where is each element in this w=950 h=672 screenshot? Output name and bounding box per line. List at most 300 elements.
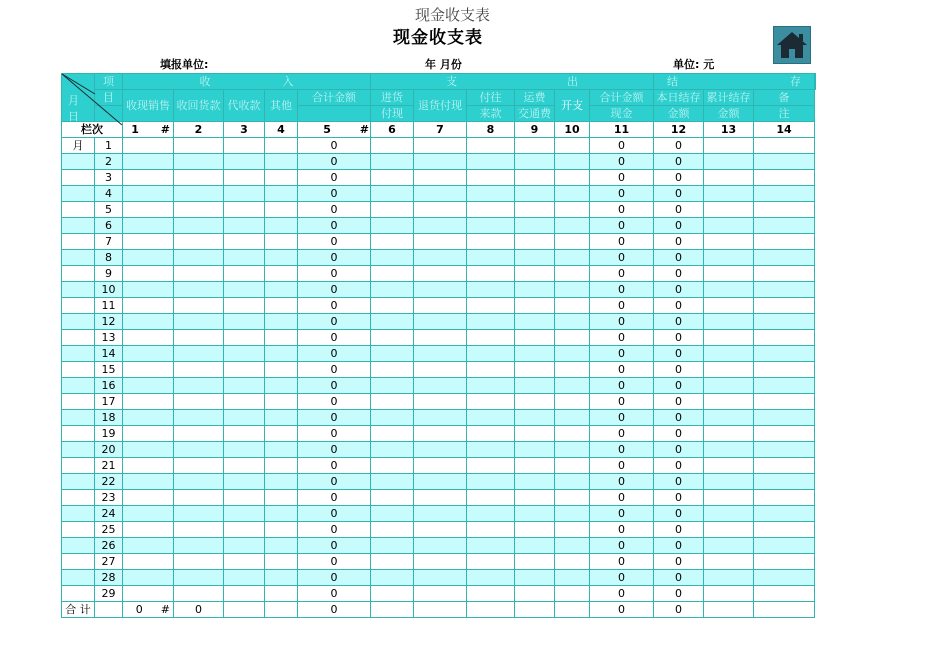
cell-col-9[interactable] [467, 586, 515, 602]
cell-col-4[interactable] [224, 586, 265, 602]
cell-col-0[interactable] [62, 234, 95, 250]
cell-col-7[interactable] [371, 490, 414, 506]
cell-col-11[interactable] [555, 554, 590, 570]
cell-col-4[interactable] [224, 410, 265, 426]
cell-col-4[interactable] [224, 282, 265, 298]
cell-col-9[interactable] [467, 538, 515, 554]
cell-col-9[interactable] [467, 250, 515, 266]
cell-col-0[interactable] [62, 314, 95, 330]
cell-col-14[interactable] [704, 234, 754, 250]
cell-col-5[interactable] [265, 554, 298, 570]
cell-col-4[interactable] [224, 506, 265, 522]
cell-col-9[interactable] [467, 346, 515, 362]
cell-col-8[interactable] [414, 410, 467, 426]
cell-col-8[interactable] [414, 266, 467, 282]
cell-col-3[interactable] [174, 202, 224, 218]
cell-col-4[interactable] [224, 474, 265, 490]
cell-col-7[interactable] [371, 442, 414, 458]
cell-col-4[interactable] [224, 218, 265, 234]
cell-col-7[interactable] [371, 378, 414, 394]
cell-col-2[interactable] [123, 458, 174, 474]
cell-col-5[interactable] [265, 442, 298, 458]
cell-col-0[interactable] [62, 170, 95, 186]
cell-col-9[interactable] [467, 186, 515, 202]
cell-col-8[interactable] [414, 314, 467, 330]
cell-col-10[interactable] [515, 346, 555, 362]
cell-col-5[interactable] [265, 250, 298, 266]
cell-col-14[interactable] [704, 490, 754, 506]
cell-col-7[interactable] [371, 394, 414, 410]
cell-col-4[interactable] [224, 202, 265, 218]
cell-col-9[interactable] [467, 410, 515, 426]
cell-col-14[interactable] [704, 458, 754, 474]
cell-col-7[interactable] [371, 474, 414, 490]
cell-col-5[interactable] [265, 266, 298, 282]
cell-col-15[interactable] [754, 474, 815, 490]
cell-col-10[interactable] [515, 538, 555, 554]
cell-col-3[interactable] [174, 362, 224, 378]
cell-col-11[interactable] [555, 570, 590, 586]
cell-col-11[interactable] [555, 506, 590, 522]
cell-col-8[interactable] [414, 250, 467, 266]
cell-col-3[interactable] [174, 570, 224, 586]
cell-col-9[interactable] [467, 474, 515, 490]
cell-col-11[interactable] [555, 586, 590, 602]
cell-col-9[interactable] [467, 426, 515, 442]
cell-col-4[interactable] [224, 186, 265, 202]
cell-col-0[interactable] [62, 522, 95, 538]
cell-col-15[interactable] [754, 554, 815, 570]
cell-col-7[interactable] [371, 138, 414, 154]
cell-col-9[interactable] [467, 378, 515, 394]
cell-col-7[interactable] [371, 538, 414, 554]
cell-col-7[interactable] [371, 586, 414, 602]
cell-col-7[interactable] [371, 458, 414, 474]
cell-col-5[interactable] [265, 186, 298, 202]
cell-col-14[interactable] [704, 426, 754, 442]
cell-col-5[interactable] [265, 538, 298, 554]
cell-col-15[interactable] [754, 538, 815, 554]
cell-col-10[interactable] [515, 186, 555, 202]
cell-col-15[interactable] [754, 282, 815, 298]
cell-col-0[interactable] [62, 490, 95, 506]
cell-col-4[interactable] [224, 362, 265, 378]
cell-col-2[interactable] [123, 410, 174, 426]
cell-col-14[interactable] [704, 506, 754, 522]
cell-col-9[interactable] [467, 522, 515, 538]
cell-col-10[interactable] [515, 570, 555, 586]
cell-col-11[interactable] [555, 314, 590, 330]
cell-col-11[interactable] [555, 394, 590, 410]
cell-col-10[interactable] [515, 474, 555, 490]
cell-col-11[interactable] [555, 362, 590, 378]
cell-col-8[interactable] [414, 378, 467, 394]
cell-col-14[interactable] [704, 442, 754, 458]
cell-col-15[interactable] [754, 346, 815, 362]
cell-col-4[interactable] [224, 538, 265, 554]
cell-col-4[interactable] [224, 138, 265, 154]
cell-col-3[interactable] [174, 490, 224, 506]
cell-col-0[interactable] [62, 410, 95, 426]
cell-col-2[interactable] [123, 586, 174, 602]
cell-col-15[interactable] [754, 250, 815, 266]
cell-col-2[interactable] [123, 426, 174, 442]
cell-col-11[interactable] [555, 442, 590, 458]
cell-col-4[interactable] [224, 426, 265, 442]
cell-col-3[interactable] [174, 250, 224, 266]
cell-col-8[interactable] [414, 506, 467, 522]
cell-col-2[interactable] [123, 330, 174, 346]
cell-col-0[interactable] [62, 298, 95, 314]
cell-col-9[interactable] [467, 362, 515, 378]
cell-col-2[interactable] [123, 554, 174, 570]
cell-col-11[interactable] [555, 266, 590, 282]
cell-col-0[interactable] [62, 266, 95, 282]
cell-col-7[interactable] [371, 426, 414, 442]
cell-col-8[interactable] [414, 202, 467, 218]
cell-col-4[interactable] [224, 250, 265, 266]
cell-col-2[interactable] [123, 138, 174, 154]
cell-col-3[interactable] [174, 378, 224, 394]
cell-col-3[interactable] [174, 410, 224, 426]
cell-col-15[interactable] [754, 186, 815, 202]
cell-col-0[interactable] [62, 378, 95, 394]
cell-col-7[interactable] [371, 298, 414, 314]
cell-col-3[interactable] [174, 138, 224, 154]
cell-col-8[interactable] [414, 154, 467, 170]
cell-col-2[interactable] [123, 490, 174, 506]
cell-col-5[interactable] [265, 218, 298, 234]
cell-col-7[interactable] [371, 170, 414, 186]
cell-col-5[interactable] [265, 394, 298, 410]
cell-col-9[interactable] [467, 314, 515, 330]
cell-col-8[interactable] [414, 538, 467, 554]
cell-col-15[interactable] [754, 202, 815, 218]
cell-col-8[interactable] [414, 490, 467, 506]
cell-col-3[interactable] [174, 554, 224, 570]
cell-col-10[interactable] [515, 362, 555, 378]
cell-col-4[interactable] [224, 266, 265, 282]
cell-col-0[interactable] [62, 282, 95, 298]
cell-col-3[interactable] [174, 474, 224, 490]
cell-col-14[interactable] [704, 474, 754, 490]
cell-col-3[interactable] [174, 394, 224, 410]
cell-col-8[interactable] [414, 586, 467, 602]
cell-col-3[interactable] [174, 298, 224, 314]
cell-col-3[interactable] [174, 346, 224, 362]
cell-col-10[interactable] [515, 378, 555, 394]
cell-col-9[interactable] [467, 570, 515, 586]
cell-col-4[interactable] [224, 314, 265, 330]
cell-col-15[interactable] [754, 314, 815, 330]
cell-col-7[interactable] [371, 186, 414, 202]
cell-col-7[interactable] [371, 362, 414, 378]
cell-col-0[interactable] [62, 458, 95, 474]
cell-col-8[interactable] [414, 298, 467, 314]
cell-col-8[interactable] [414, 522, 467, 538]
cell-col-10[interactable] [515, 426, 555, 442]
cell-col-2[interactable] [123, 298, 174, 314]
cell-col-14[interactable] [704, 138, 754, 154]
cell-col-14[interactable] [704, 218, 754, 234]
cell-col-15[interactable] [754, 378, 815, 394]
cell-col-10[interactable] [515, 394, 555, 410]
cell-col-7[interactable] [371, 234, 414, 250]
cell-col-9[interactable] [467, 442, 515, 458]
cell-col-4[interactable] [224, 170, 265, 186]
cell-col-2[interactable] [123, 442, 174, 458]
cell-col-14[interactable] [704, 586, 754, 602]
cell-col-10[interactable] [515, 250, 555, 266]
cell-col-0[interactable] [62, 250, 95, 266]
cell-col-2[interactable] [123, 234, 174, 250]
cell-col-14[interactable] [704, 170, 754, 186]
cell-col-2[interactable] [123, 170, 174, 186]
cell-col-4[interactable] [224, 442, 265, 458]
cell-col-3[interactable] [174, 234, 224, 250]
cell-col-7[interactable] [371, 202, 414, 218]
cell-col-3[interactable] [174, 282, 224, 298]
cell-col-8[interactable] [414, 282, 467, 298]
cell-col-2[interactable] [123, 202, 174, 218]
cell-col-0[interactable] [62, 394, 95, 410]
cell-col-2[interactable] [123, 538, 174, 554]
cell-col-2[interactable] [123, 394, 174, 410]
cell-col-11[interactable] [555, 458, 590, 474]
cell-col-3[interactable] [174, 458, 224, 474]
cell-col-8[interactable] [414, 330, 467, 346]
cell-col-8[interactable] [414, 426, 467, 442]
cell-col-5[interactable] [265, 298, 298, 314]
cell-col-14[interactable] [704, 314, 754, 330]
cell-col-3[interactable] [174, 586, 224, 602]
cell-col-5[interactable] [265, 154, 298, 170]
cell-col-3[interactable] [174, 330, 224, 346]
cell-col-10[interactable] [515, 522, 555, 538]
cell-col-10[interactable] [515, 554, 555, 570]
cell-col-3[interactable] [174, 426, 224, 442]
cell-col-0[interactable] [62, 426, 95, 442]
cell-col-15[interactable] [754, 138, 815, 154]
cell-col-15[interactable] [754, 506, 815, 522]
cell-col-9[interactable] [467, 506, 515, 522]
cell-col-11[interactable] [555, 250, 590, 266]
cell-col-15[interactable] [754, 218, 815, 234]
cell-col-4[interactable] [224, 346, 265, 362]
cell-col-9[interactable] [467, 330, 515, 346]
cell-col-5[interactable] [265, 458, 298, 474]
cell-col-3[interactable] [174, 506, 224, 522]
cell-col-10[interactable] [515, 330, 555, 346]
cell-col-14[interactable] [704, 250, 754, 266]
cell-col-14[interactable] [704, 282, 754, 298]
cell-col-14[interactable] [704, 522, 754, 538]
cell-col-4[interactable] [224, 394, 265, 410]
cell-col-0[interactable] [62, 346, 95, 362]
cell-col-10[interactable] [515, 506, 555, 522]
cell-col-14[interactable] [704, 570, 754, 586]
cell-col-10[interactable] [515, 282, 555, 298]
cell-col-14[interactable] [704, 266, 754, 282]
cell-col-0[interactable] [62, 218, 95, 234]
cell-col-3[interactable] [174, 170, 224, 186]
cell-col-10[interactable] [515, 170, 555, 186]
cell-col-0[interactable] [62, 186, 95, 202]
cell-col-2[interactable] [123, 362, 174, 378]
cell-col-9[interactable] [467, 554, 515, 570]
cell-col-15[interactable] [754, 442, 815, 458]
cell-col-10[interactable] [515, 458, 555, 474]
home-icon[interactable] [773, 26, 811, 64]
cell-col-2[interactable] [123, 346, 174, 362]
cell-col-15[interactable] [754, 394, 815, 410]
cell-col-11[interactable] [555, 426, 590, 442]
cell-col-7[interactable] [371, 250, 414, 266]
cell-col-5[interactable] [265, 474, 298, 490]
cell-col-7[interactable] [371, 346, 414, 362]
cell-col-3[interactable] [174, 218, 224, 234]
cell-col-11[interactable] [555, 490, 590, 506]
cell-col-11[interactable] [555, 522, 590, 538]
cell-col-3[interactable] [174, 522, 224, 538]
cell-col-2[interactable] [123, 186, 174, 202]
cell-col-5[interactable] [265, 522, 298, 538]
cell-col-11[interactable] [555, 202, 590, 218]
cell-col-10[interactable] [515, 410, 555, 426]
cell-col-15[interactable] [754, 154, 815, 170]
cell-col-2[interactable] [123, 522, 174, 538]
cell-col-5[interactable] [265, 570, 298, 586]
cell-col-7[interactable] [371, 522, 414, 538]
cell-col-0[interactable] [62, 554, 95, 570]
cell-col-7[interactable] [371, 154, 414, 170]
cell-col-0[interactable] [62, 154, 95, 170]
cell-col-4[interactable] [224, 154, 265, 170]
cell-col-4[interactable] [224, 298, 265, 314]
cell-col-14[interactable] [704, 186, 754, 202]
cell-col-7[interactable] [371, 330, 414, 346]
cell-col-10[interactable] [515, 266, 555, 282]
cell-col-0[interactable] [62, 362, 95, 378]
cell-col-0[interactable] [62, 202, 95, 218]
cell-col-2[interactable] [123, 154, 174, 170]
cell-col-2[interactable] [123, 570, 174, 586]
cell-col-8[interactable] [414, 394, 467, 410]
cell-col-11[interactable] [555, 186, 590, 202]
cell-col-5[interactable] [265, 346, 298, 362]
cell-col-9[interactable] [467, 154, 515, 170]
cell-col-14[interactable] [704, 202, 754, 218]
cell-col-14[interactable] [704, 154, 754, 170]
cell-col-7[interactable] [371, 218, 414, 234]
cell-col-3[interactable] [174, 154, 224, 170]
cell-col-9[interactable] [467, 138, 515, 154]
cell-col-11[interactable] [555, 538, 590, 554]
cell-col-5[interactable] [265, 282, 298, 298]
cell-col-8[interactable] [414, 442, 467, 458]
cell-col-5[interactable] [265, 314, 298, 330]
cell-col-9[interactable] [467, 394, 515, 410]
cell-col-11[interactable] [555, 218, 590, 234]
cell-col-5[interactable] [265, 138, 298, 154]
cell-col-5[interactable] [265, 586, 298, 602]
cell-col-5[interactable] [265, 330, 298, 346]
cell-col-2[interactable] [123, 506, 174, 522]
cell-col-9[interactable] [467, 266, 515, 282]
cell-col-8[interactable] [414, 170, 467, 186]
cell-col-10[interactable] [515, 154, 555, 170]
cell-col-14[interactable] [704, 538, 754, 554]
cell-col-11[interactable] [555, 474, 590, 490]
cell-col-11[interactable] [555, 346, 590, 362]
cell-col-11[interactable] [555, 234, 590, 250]
cell-col-15[interactable] [754, 458, 815, 474]
cell-col-9[interactable] [467, 218, 515, 234]
cell-col-7[interactable] [371, 282, 414, 298]
cell-col-4[interactable] [224, 458, 265, 474]
cell-col-8[interactable] [414, 458, 467, 474]
cell-col-8[interactable] [414, 554, 467, 570]
cell-col-0[interactable] [62, 586, 95, 602]
cell-col-5[interactable] [265, 378, 298, 394]
cell-col-11[interactable] [555, 410, 590, 426]
cell-col-5[interactable] [265, 490, 298, 506]
cell-col-8[interactable] [414, 570, 467, 586]
cell-col-7[interactable] [371, 506, 414, 522]
cell-col-14[interactable] [704, 362, 754, 378]
cell-col-0[interactable] [62, 474, 95, 490]
cell-col-8[interactable] [414, 346, 467, 362]
cell-col-14[interactable] [704, 298, 754, 314]
cell-col-3[interactable] [174, 442, 224, 458]
cell-col-15[interactable] [754, 330, 815, 346]
cell-col-7[interactable] [371, 266, 414, 282]
cell-col-15[interactable] [754, 570, 815, 586]
cell-col-10[interactable] [515, 442, 555, 458]
cell-col-9[interactable] [467, 490, 515, 506]
cell-col-2[interactable] [123, 282, 174, 298]
cell-col-5[interactable] [265, 170, 298, 186]
cell-col-10[interactable] [515, 298, 555, 314]
cell-col-9[interactable] [467, 458, 515, 474]
cell-col-8[interactable] [414, 186, 467, 202]
cell-col-5[interactable] [265, 426, 298, 442]
cell-col-3[interactable] [174, 538, 224, 554]
cell-col-14[interactable] [704, 346, 754, 362]
cell-col-4[interactable] [224, 522, 265, 538]
cell-col-10[interactable] [515, 586, 555, 602]
cell-col-7[interactable] [371, 554, 414, 570]
cell-col-9[interactable] [467, 170, 515, 186]
cell-col-5[interactable] [265, 202, 298, 218]
cell-col-8[interactable] [414, 474, 467, 490]
cell-col-11[interactable] [555, 298, 590, 314]
cell-col-4[interactable] [224, 234, 265, 250]
cell-col-7[interactable] [371, 570, 414, 586]
cell-col-11[interactable] [555, 154, 590, 170]
cell-col-10[interactable] [515, 234, 555, 250]
cell-col-9[interactable] [467, 298, 515, 314]
cell-col-2[interactable] [123, 266, 174, 282]
cell-col-14[interactable] [704, 410, 754, 426]
cell-col-2[interactable] [123, 250, 174, 266]
cell-col-3[interactable] [174, 314, 224, 330]
cell-col-9[interactable] [467, 282, 515, 298]
cell-col-15[interactable] [754, 362, 815, 378]
cell-col-15[interactable] [754, 234, 815, 250]
cell-col-15[interactable] [754, 266, 815, 282]
cell-col-2[interactable] [123, 314, 174, 330]
